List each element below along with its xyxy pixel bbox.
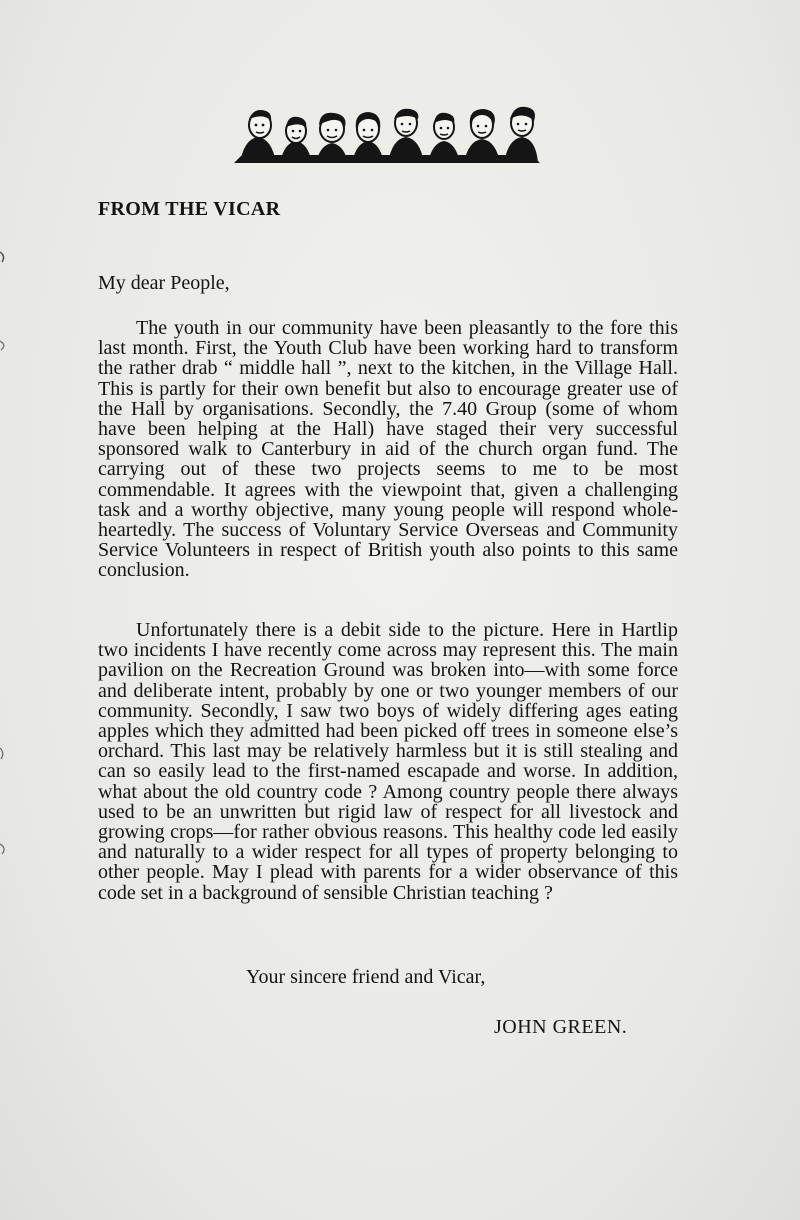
margin-blemish-icon [0,338,10,352]
margin-blemish-icon [0,842,10,856]
paragraph-youth-projects: The youth in our community have been pleasantly to the fore this last month. First, the Youth Club have been working hard to transform the rather drab “ middle hall ”, next to the kitchen, in the Village Hall. This is partly for their own benefit but also to encourage greater use of the Hall by organisations. Secondly, the 7.40 Group (some of whom have been helping at the Hall) have staged their very successful sponsored walk to Canterbury in aid of the church organ fund. The carrying out of these two projects seems to me to be most commendable. It agrees with the viewpoint that, given a challenging task and a worthy objective, many young people will respond whole-heartedly. The success of Voluntary Service Overseas and Community Service Volunteers in respect of British youth also points to this same conclusion. [98,317,678,582]
salutation: My dear People, [98,272,230,294]
margin-blemish-icon [0,746,10,760]
paragraph-debit-side: Unfortunately there is a debit side to the picture. Here in Hartlip two incidents I have recently come across may represent this. The main pavilion on the Recreation Ground was broken into—with some force and deliberate intent, probably by one or two younger members of our community. Secondly, I saw two boys of widely differing ages eating apples which they admitted had been picked off trees in someone else’s orchard. This last may be relatively harmless but it is still stealing and can so easily lead to the first-named escapade and worse. In addition, what about the old country code ? Among country people there always used to be an unwritten but rigid law of respect for all livestock and growing crops—for rather obvious reasons. This healthy code led easily and naturally to a wider respect for all types of property belonging to other people. May I plead with parents for a wider observance of this code set in a background of sensible Christian teaching ? [98,619,678,904]
margin-blemish-icon [0,250,10,264]
signature-name: JOHN GREEN. [494,1016,628,1038]
letter-heading: FROM THE VICAR [98,198,281,220]
sign-off: Your sincere friend and Vicar, [246,966,486,988]
youth-group-illustration-icon [232,103,542,165]
